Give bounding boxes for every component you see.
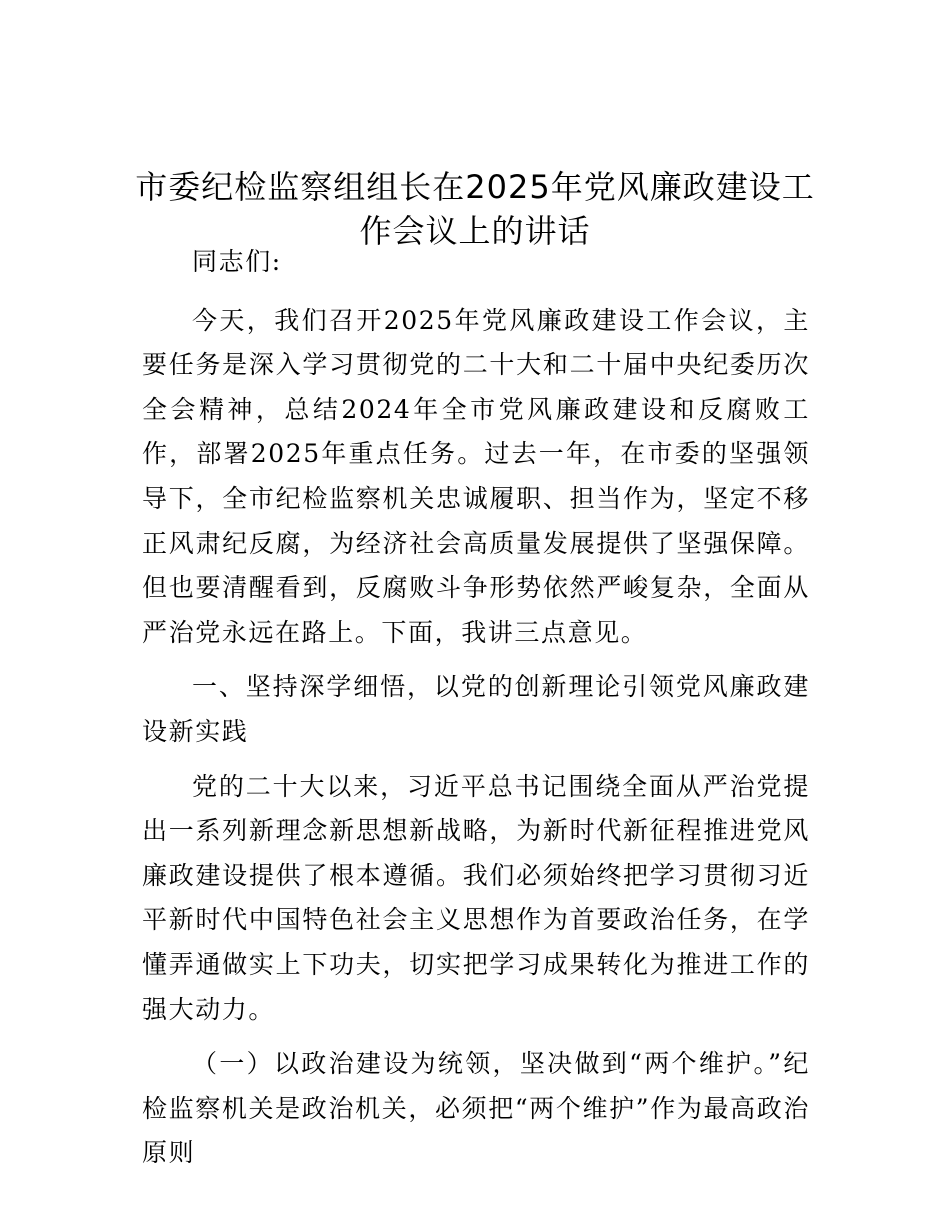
document-title: 市委纪检监察组组长在2025年党风廉政建设工作会议上的讲话 xyxy=(135,168,815,250)
document-body xyxy=(142,240,810,1176)
paragraph-intro: 今天，我们召开2025年党风廉政建设工作会议，主要任务是深入学习贯彻党的二十大和二十届中央纪委历次全会精神，总结2024年全市党风廉政建设和反腐败工作，部署2025年重点任务。过去一年，在市委的坚强领导下，全市纪检监察机关忠诚履职、担当作为，坚定不移正风肃纪反腐，为经济社会高质量发展提供了坚强保障。但也要清醒看到，反腐败斗争形势依然严峻复杂，全面从严治党永远在路上。下面，我讲三点意见。 xyxy=(142,305,810,647)
paragraph-section-1: 党的二十大以来，习近平总书记围绕全面从严治党提出一系列新理念新思想新战略，为新时代新征程推进党风廉政建设提供了根本遵循。我们必须始终把学习贯彻习近平新时代中国特色社会主义思想作为首要政治任务，在学懂弄通做实上下功夫，切实把学习成果转化为推进工作的强大动力。 xyxy=(142,771,810,1024)
subsection-heading-1: （一）以政治建设为统领，坚决做到“两个维护。”纪检监察机关是政治机关，必须把“两个维护”作为最高政治原则 xyxy=(142,1049,810,1168)
salutation: 同志们: xyxy=(192,247,282,276)
section-heading-1: 一、坚持深学细悟，以党的创新理论引领党风廉政建设新实践 xyxy=(142,672,810,746)
